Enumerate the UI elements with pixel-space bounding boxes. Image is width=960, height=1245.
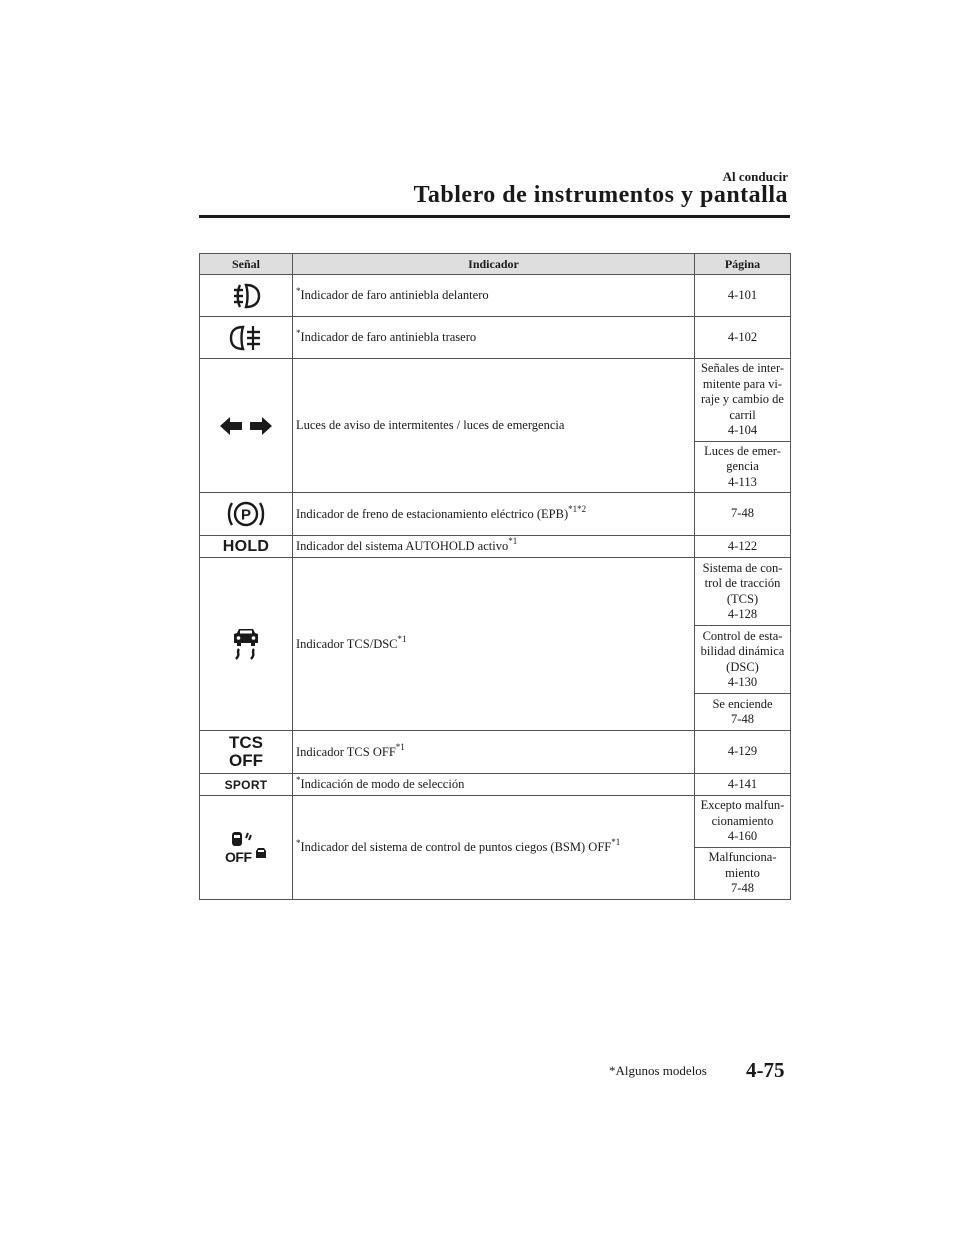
svg-text:P: P bbox=[240, 506, 252, 524]
asterisk-mark: * bbox=[296, 838, 301, 848]
table-header-row bbox=[200, 254, 791, 275]
signal-cell bbox=[200, 275, 293, 317]
column-header-page: Página bbox=[695, 254, 791, 275]
tcs-off-icon: TCS OFF bbox=[229, 733, 263, 770]
rear-fog-light-icon bbox=[229, 323, 263, 353]
page-cell bbox=[695, 558, 791, 626]
indicator-text: Indicador del sistema AUTOHOLD activo bbox=[296, 539, 509, 553]
indicator-text: Indicador de faro antiniebla trasero bbox=[300, 330, 477, 344]
indicator-cell bbox=[293, 317, 695, 359]
table-row bbox=[200, 558, 791, 626]
page-cell bbox=[695, 493, 791, 536]
page-reference: 4-101 bbox=[727, 287, 758, 302]
turn-signal-arrows-icon bbox=[220, 416, 272, 436]
tcs-dsc-skid-car-icon bbox=[230, 626, 262, 662]
header-rule bbox=[199, 215, 790, 218]
bsm-off-icon bbox=[224, 828, 268, 868]
indicator-text: Indicador TCS OFF bbox=[296, 744, 396, 759]
indicator-text: Indicador de faro antiniebla delantero bbox=[300, 288, 489, 302]
indicator-cell bbox=[293, 774, 695, 796]
page-cell bbox=[695, 536, 791, 558]
footnote-label: *Algunos modelos bbox=[609, 1063, 707, 1078]
page-cell bbox=[695, 796, 791, 848]
electric-parking-brake-icon bbox=[226, 497, 266, 531]
footnote-mark: *1 bbox=[395, 741, 405, 752]
indicator-text: Indicador del sistema de control de puntos ciegos (BSM) OFF bbox=[300, 840, 612, 854]
indicator-cell bbox=[293, 493, 695, 536]
table-row bbox=[200, 774, 791, 796]
signal-cell bbox=[200, 558, 293, 731]
footnote-mark: *1 bbox=[397, 633, 407, 644]
column-header-signal: Señal bbox=[200, 254, 293, 275]
page-reference: 4-141 bbox=[727, 776, 758, 791]
sport-mode-icon: SPORT bbox=[224, 778, 268, 793]
signal-cell bbox=[200, 317, 293, 359]
indicator-cell bbox=[293, 536, 695, 558]
table-row bbox=[200, 536, 791, 558]
page-cell bbox=[695, 275, 791, 317]
signal-cell bbox=[200, 493, 293, 536]
table-row bbox=[200, 493, 791, 536]
footnote-mark: *1 bbox=[611, 837, 621, 847]
page-reference: Se enciende 7-48 bbox=[712, 696, 773, 726]
table-row bbox=[200, 275, 791, 317]
page-reference: Malfunciona- miento 7-48 bbox=[708, 850, 777, 896]
signal-cell bbox=[200, 774, 293, 796]
indicator-cell bbox=[293, 275, 695, 317]
table-row bbox=[200, 359, 791, 442]
indicator-cell bbox=[293, 359, 695, 493]
page-cell bbox=[695, 774, 791, 796]
page-reference: Luces de emer- gencia 4-113 bbox=[704, 443, 781, 489]
page-cell bbox=[695, 317, 791, 359]
indicator-text: Indicador de freno de estacionamiento eléctrico (EPB) bbox=[296, 506, 569, 521]
table-row bbox=[200, 731, 791, 774]
page-cell bbox=[695, 359, 791, 442]
page-cell bbox=[695, 694, 791, 731]
page-cell bbox=[695, 848, 791, 900]
table-row bbox=[200, 796, 791, 848]
page-reference: 4-129 bbox=[727, 744, 758, 759]
table-row bbox=[200, 317, 791, 359]
page-cell bbox=[695, 626, 791, 694]
page-number: 4-75 bbox=[746, 1058, 785, 1082]
page-reference: Señales de inter- mitente para vi- raje y cambio de carril 4-104 bbox=[700, 361, 785, 438]
indicator-text: Indicador TCS/DSC bbox=[296, 636, 398, 651]
bsm-off-text: OFF bbox=[225, 848, 252, 865]
indicator-table bbox=[199, 253, 791, 900]
footnote-mark: *1 bbox=[508, 536, 518, 546]
page-cell bbox=[695, 731, 791, 774]
page-cell bbox=[695, 442, 791, 493]
hold-icon: HOLD bbox=[222, 537, 270, 555]
indicator-text: Luces de aviso de intermitentes / luces de emergencia bbox=[296, 418, 565, 432]
indicator-cell bbox=[293, 796, 695, 900]
chapter-title: Tablero de instrumentos y pantalla bbox=[413, 182, 788, 208]
signal-cell bbox=[200, 359, 293, 493]
page-reference: Sistema de con- trol de tracción (TCS) 4-128 bbox=[702, 560, 783, 621]
signal-cell bbox=[200, 731, 293, 774]
footnote-mark: *1*2 bbox=[568, 503, 587, 514]
asterisk-mark: * bbox=[296, 328, 301, 338]
indicator-text: Indicación de modo de selección bbox=[300, 777, 465, 791]
section-label: Al conducir bbox=[722, 169, 788, 184]
indicator-cell bbox=[293, 558, 695, 731]
page-reference: 4-122 bbox=[727, 538, 758, 553]
signal-cell bbox=[200, 536, 293, 558]
page-reference: 4-102 bbox=[727, 329, 758, 344]
page-reference: Excepto malfun- cionamiento 4-160 bbox=[700, 798, 785, 844]
signal-cell bbox=[200, 796, 293, 900]
front-fog-light-icon bbox=[231, 281, 261, 311]
page-reference: 7-48 bbox=[731, 506, 754, 521]
asterisk-mark: * bbox=[296, 286, 301, 296]
indicator-cell bbox=[293, 731, 695, 774]
column-header-indicator: Indicador bbox=[293, 254, 695, 275]
asterisk-mark: * bbox=[296, 775, 301, 785]
page-reference: Control de esta- bilidad dinámica (DSC) 4-130 bbox=[700, 628, 785, 689]
